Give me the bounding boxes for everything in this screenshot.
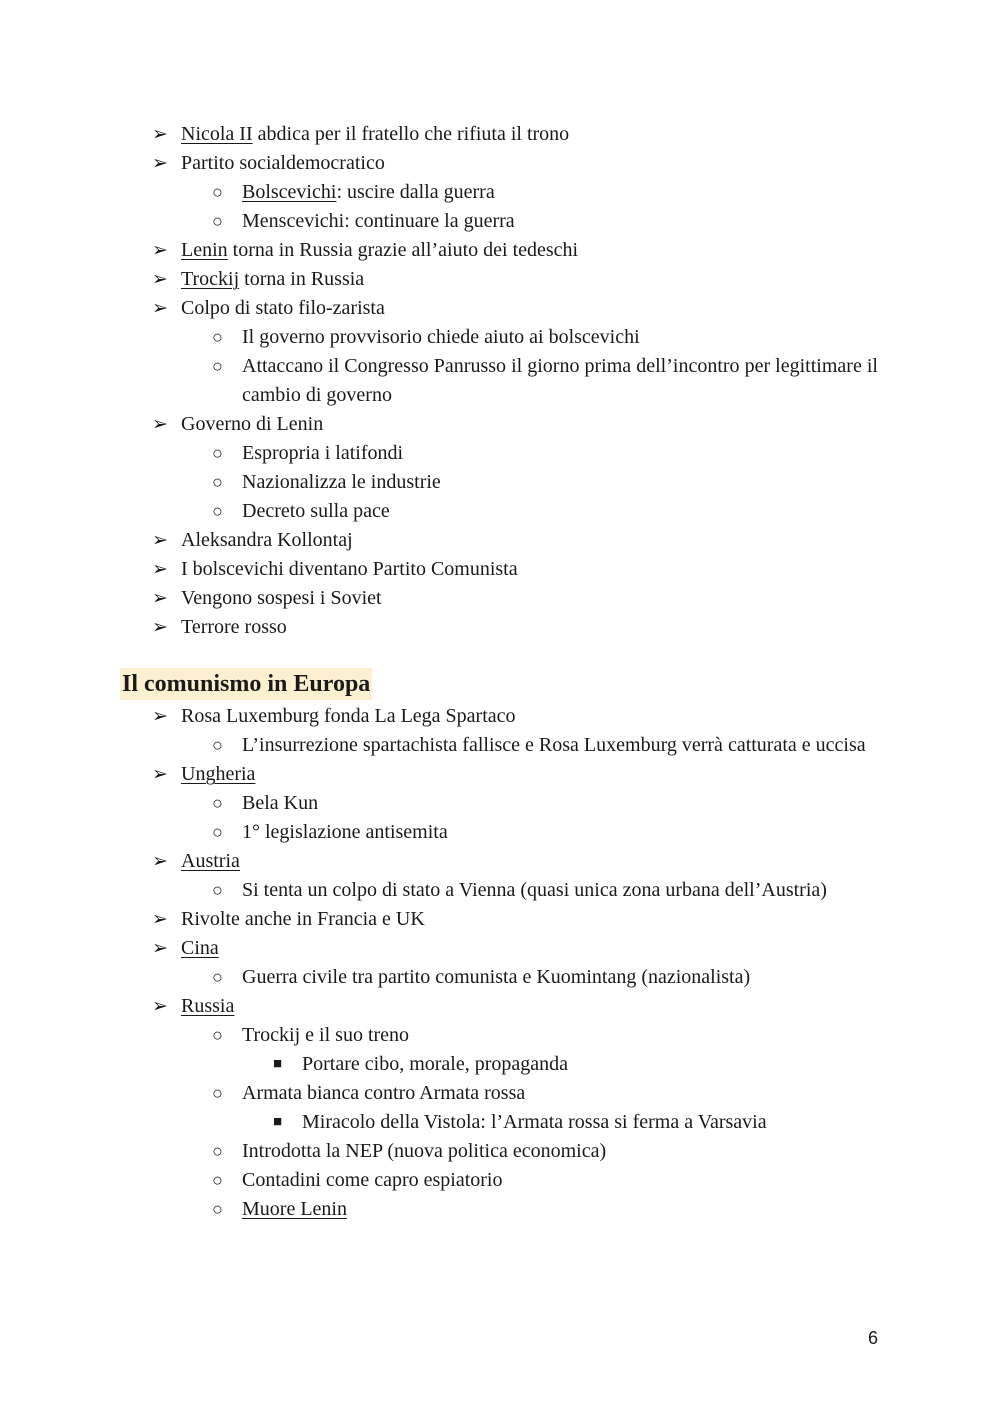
text-run: Trockij e il suo treno [242, 1024, 410, 1046]
text-run: Rivolte anche in Francia e UK [181, 908, 425, 930]
list-item-text [181, 297, 385, 319]
section-heading: Il comunismo in Europa [120, 668, 372, 700]
list-item-level-2 [0, 468, 1000, 497]
list-item-level-1 [0, 613, 1000, 642]
underlined-term: Trockij [181, 268, 240, 290]
circle-bullet-icon: ○ [212, 327, 223, 347]
arrowhead-bullet-icon: ➢ [152, 617, 168, 638]
list-item-text [181, 850, 240, 872]
arrowhead-bullet-icon: ➢ [152, 938, 168, 959]
list-item-text [181, 529, 353, 551]
list-item-text [181, 413, 323, 435]
arrowhead-bullet-icon: ➢ [152, 530, 168, 551]
list-item-level-3 [0, 1108, 1000, 1137]
text-run: Decreto sulla pace [242, 500, 390, 522]
text-run: Si tenta un colpo di stato a Vienna (quasi unica zona urbana dell’Austria) [242, 879, 827, 901]
arrowhead-bullet-icon: ➢ [152, 124, 168, 145]
list-item-text [181, 268, 364, 290]
list-item-text [242, 966, 750, 988]
circle-bullet-icon: ○ [212, 1083, 223, 1103]
arrowhead-bullet-icon: ➢ [152, 269, 168, 290]
text-run: Miracolo della Vistola: l’Armata rossa si ferma a Varsavia [302, 1111, 767, 1133]
underlined-term: Austria [181, 850, 240, 872]
arrowhead-bullet-icon: ➢ [152, 996, 168, 1017]
page-number: 6 [867, 1328, 878, 1348]
circle-bullet-icon: ○ [212, 880, 223, 900]
list-item-level-2 [0, 323, 1000, 352]
list-item-level-2 [0, 1166, 1000, 1195]
list-item-text [302, 1111, 767, 1133]
circle-bullet-icon: ○ [212, 735, 223, 755]
list-item-text [181, 558, 518, 580]
underlined-term: Russia [181, 995, 235, 1017]
list-item-text [242, 1082, 525, 1104]
circle-bullet-icon: ○ [212, 501, 223, 521]
list-item-level-1 [0, 149, 1000, 178]
circle-bullet-icon: ○ [212, 472, 223, 492]
list-item-text [181, 152, 385, 174]
list-item-level-1 [0, 555, 1000, 584]
text-run: Bela Kun [242, 792, 319, 814]
text-run: Nazionalizza le industrie [242, 471, 441, 493]
list-item-text [242, 210, 515, 232]
list-item-level-1 [0, 236, 1000, 265]
list-item-text [181, 616, 287, 638]
list-item-level-2 [0, 818, 1000, 847]
text-run: 1° legislazione antisemita [242, 821, 448, 843]
list-item-level-1 [0, 847, 1000, 876]
list-item-level-1 [0, 294, 1000, 323]
underlined-term: Cina [181, 937, 219, 959]
square-bullet-icon: ■ [273, 1056, 283, 1072]
underlined-term: Ungheria [181, 763, 256, 785]
arrowhead-bullet-icon: ➢ [152, 706, 168, 727]
circle-bullet-icon: ○ [212, 443, 223, 463]
list-item-text [181, 587, 382, 609]
list-item-text [181, 763, 255, 785]
text-run: Governo di Lenin [181, 413, 324, 435]
text-run: Rosa Luxemburg fonda La Lega Spartaco [181, 705, 516, 727]
arrowhead-bullet-icon: ➢ [152, 414, 168, 435]
list-item-level-2 [0, 876, 1000, 905]
list-item-text [242, 181, 495, 203]
bullet-list-communism-europe [0, 702, 1000, 1224]
text-run: Portare cibo, morale, propaganda [302, 1053, 569, 1075]
list-item-text [242, 500, 390, 522]
text-run: Introdotta la NEP (nuova politica economica) [242, 1140, 607, 1162]
arrowhead-bullet-icon: ➢ [152, 153, 168, 174]
list-item-text [242, 1024, 409, 1046]
bullet-list-russian-revolution [0, 120, 1000, 642]
list-item-text [181, 937, 219, 959]
list-item-level-1 [0, 526, 1000, 555]
list-item-level-1 [0, 760, 1000, 789]
circle-bullet-icon: ○ [212, 1025, 223, 1045]
circle-bullet-icon: ○ [212, 1141, 223, 1161]
circle-bullet-icon: ○ [212, 967, 223, 987]
text-run: Partito socialdemocratico [181, 152, 385, 174]
arrowhead-bullet-icon: ➢ [152, 764, 168, 785]
list-item-text [242, 326, 640, 348]
list-item-level-2 [0, 352, 1000, 410]
list-item-level-3 [0, 1050, 1000, 1079]
list-item-text [181, 123, 569, 145]
list-item-level-2 [0, 731, 1000, 760]
underlined-term: Nicola II [181, 123, 253, 145]
circle-bullet-icon: ○ [212, 793, 223, 813]
text-run: Attaccano il Congresso Panrusso il giorno prima dell’incontro per legittimare il cambio di governo [242, 355, 878, 406]
text-run: Espropria i latifondi [242, 442, 404, 464]
underlined-term: Lenin [181, 239, 228, 261]
list-item-text [181, 239, 578, 261]
text-run: torna in Russia grazie all’aiuto dei tedeschi [227, 239, 579, 261]
list-item-text [242, 792, 318, 814]
arrowhead-bullet-icon: ➢ [152, 909, 168, 930]
text-run: abdica per il fratello che rifiuta il trono [252, 123, 570, 145]
list-item-level-2 [0, 207, 1000, 236]
list-item-level-1 [0, 584, 1000, 613]
circle-bullet-icon: ○ [212, 211, 223, 231]
text-run: I bolscevichi diventano Partito Comunista [181, 558, 518, 580]
list-item-text [242, 879, 827, 901]
list-item-text [302, 1053, 568, 1075]
arrowhead-bullet-icon: ➢ [152, 851, 168, 872]
text-run: Il governo provvisorio chiede aiuto ai bolscevichi [242, 326, 640, 348]
list-item-level-1 [0, 934, 1000, 963]
text-run: Vengono sospesi i Soviet [181, 587, 382, 609]
list-item-text [242, 821, 448, 843]
text-run: torna in Russia [239, 268, 365, 290]
list-item-level-2 [0, 1195, 1000, 1224]
arrowhead-bullet-icon: ➢ [152, 298, 168, 319]
arrowhead-bullet-icon: ➢ [152, 588, 168, 609]
list-item-level-2 [0, 1079, 1000, 1108]
text-run: Colpo di stato filo-zarista [181, 297, 385, 319]
list-item-text [242, 471, 441, 493]
circle-bullet-icon: ○ [212, 356, 223, 376]
text-run: Armata bianca contro Armata rossa [242, 1082, 526, 1104]
list-item-level-2 [0, 789, 1000, 818]
list-item-level-2 [0, 178, 1000, 207]
list-item-text [181, 995, 234, 1017]
list-item-text [242, 1169, 502, 1191]
text-run: Aleksandra Kollontaj [181, 529, 353, 551]
list-item-level-1 [0, 905, 1000, 934]
list-item-text [242, 355, 878, 406]
text-run: : uscire dalla guerra [336, 181, 495, 203]
list-item-text [242, 442, 403, 464]
list-item-text [181, 908, 425, 930]
text-run: L’insurrezione spartachista fallisce e Rosa Luxemburg verrà catturata e uccisa [242, 734, 866, 756]
underlined-term: Bolscevichi [242, 181, 337, 203]
list-item-level-2 [0, 439, 1000, 468]
circle-bullet-icon: ○ [212, 1170, 223, 1190]
list-item-level-2 [0, 1137, 1000, 1166]
square-bullet-icon: ■ [273, 1114, 283, 1130]
arrowhead-bullet-icon: ➢ [152, 240, 168, 261]
circle-bullet-icon: ○ [212, 182, 223, 202]
list-item-text [242, 1140, 606, 1162]
list-item-level-1 [0, 120, 1000, 149]
text-run: Contadini come capro espiatorio [242, 1169, 503, 1191]
list-item-text [242, 1198, 347, 1220]
text-run: Guerra civile tra partito comunista e Kuomintang (nazionalista) [242, 966, 751, 988]
arrowhead-bullet-icon: ➢ [152, 559, 168, 580]
underlined-term: Muore Lenin [242, 1198, 347, 1220]
text-run: Menscevichi: continuare la guerra [242, 210, 515, 232]
list-item-level-2 [0, 497, 1000, 526]
list-item-level-1 [0, 265, 1000, 294]
list-item-level-2 [0, 963, 1000, 992]
list-item-text [181, 705, 516, 727]
list-item-text [242, 734, 866, 756]
list-item-level-1 [0, 992, 1000, 1021]
circle-bullet-icon: ○ [212, 1199, 223, 1219]
text-run: Terrore rosso [181, 616, 287, 638]
list-item-level-1 [0, 702, 1000, 731]
circle-bullet-icon: ○ [212, 822, 223, 842]
list-item-level-1 [0, 410, 1000, 439]
list-item-level-2 [0, 1021, 1000, 1050]
